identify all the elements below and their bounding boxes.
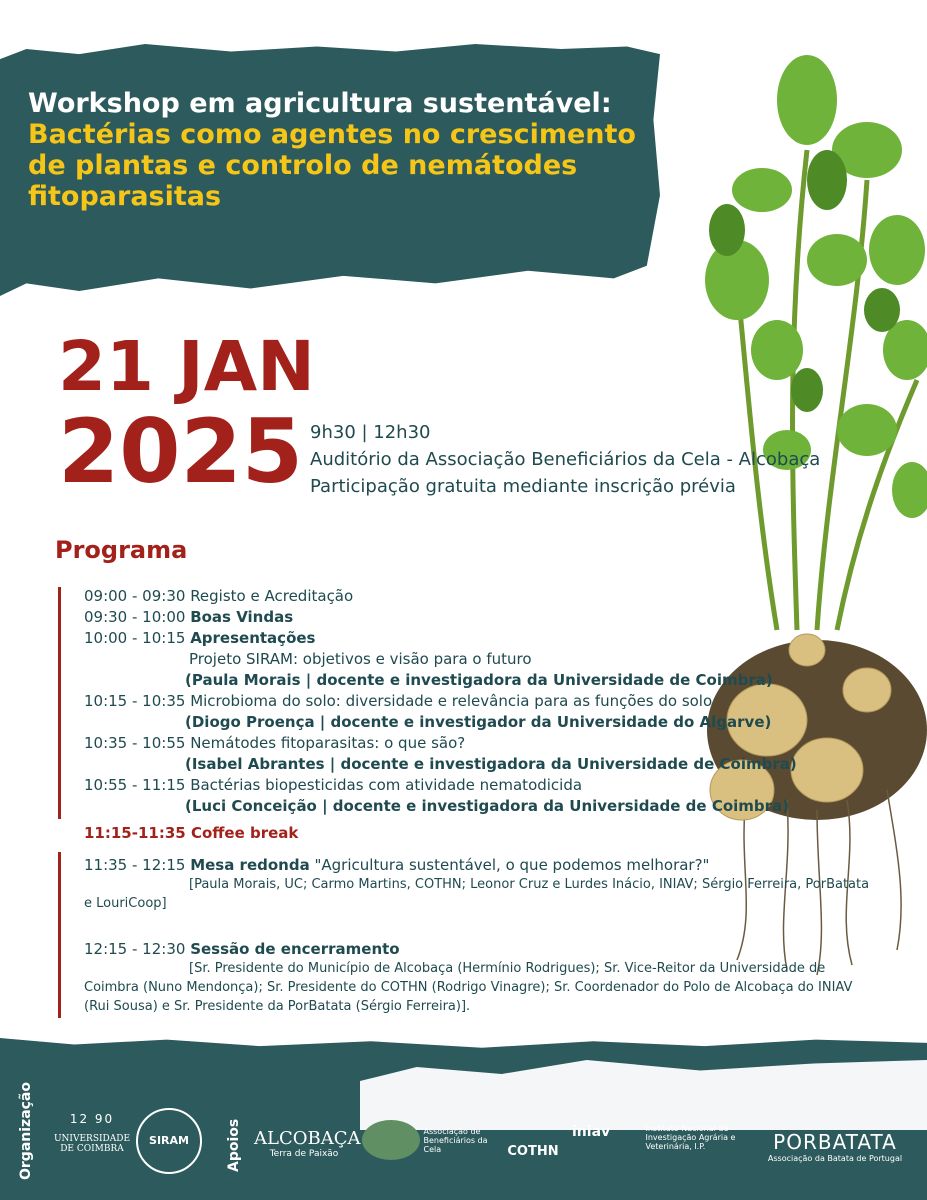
program-heading: Programa <box>55 536 188 564</box>
program-item-speaker: (Isabel Abrantes | docente e investigadora da Universidade de Coimbra) <box>185 755 797 773</box>
organizacao-label: Organização <box>18 1082 34 1180</box>
porbatata-logo: PORBATATA Associação da Batata de Portugal <box>767 1130 903 1163</box>
iniav-logo: iniav Instituto Nacional de Investigação Agrária e Veterinária, I.P. <box>572 1124 736 1151</box>
program-item: 10:55 - 11:15 Bactérias biopesticidas com atividade nematodicida <box>84 776 583 794</box>
program-rule <box>58 852 61 1018</box>
alcobaca-logo: ALCOBAÇA Terra de Paixão <box>254 1128 361 1159</box>
program-item-speaker: (Luci Conceição | docente e investigadora da Universidade de Coimbra) <box>185 797 790 815</box>
title-line-1: Workshop em agricultura sustentável: <box>28 88 612 119</box>
siram-logo: SIRAM <box>136 1108 202 1174</box>
event-time: 9h30 | 12h30 <box>310 422 431 443</box>
event-participation: Participação gratuita mediante inscrição prévia <box>310 476 736 497</box>
program-item-detail: Projeto SIRAM: objetivos e visão para o futuro <box>189 650 532 668</box>
closing-participants: [Sr. Presidente do Município de Alcobaça (Hermínio Rodrigues); Sr. Vice-Reitor da Universidade de Coimbra (Nuno Mendonça); Sr. Presidente do COTHN (Rodrigo Vinagre); Sr. Coordenador do Polo de Alcobaça do INIAV (Rui Sousa) e Sr. Presidente da PorBatata (Sérgio Ferreira)]. <box>84 961 853 1014</box>
page-title <box>28 88 668 212</box>
apoios-label: Apoios <box>226 1118 242 1172</box>
program-item: 10:00 - 10:15 Apresentações <box>84 629 316 647</box>
program-mesa: 11:35 - 12:15 Mesa redonda "Agricultura sustentável, o que podemos melhorar?" [Paula Morais, UC; Carmo Martins, COTHN; Leonor Cruz e Lurdes Inácio, INIAV; Sérgio Ferreira, PorBatata e LouriCoop] <box>84 856 879 913</box>
coffee-break: 11:15-11:35 Coffee break <box>84 824 299 842</box>
date-year: 2025 <box>58 400 303 503</box>
event-info <box>310 419 820 500</box>
date-day-month: 21 JAN <box>58 327 315 407</box>
program-rule <box>58 587 61 819</box>
cothn-logo: COTHN <box>507 1144 559 1159</box>
program-item: 09:00 - 09:30 Registo e Acreditação <box>84 587 354 605</box>
uc-logo: 12 90 UNIVERSIDADE DE COIMBRA <box>53 1112 131 1154</box>
program-list <box>84 586 797 844</box>
program-item: 10:35 - 10:55 Nemátodes fitoparasitas: o que são? <box>84 734 466 752</box>
program-item: 09:30 - 10:00 Boas Vindas <box>84 608 294 626</box>
program-item: 10:15 - 10:35 Microbioma do solo: diversidade e relevância para as funções do solo <box>84 692 713 710</box>
mesa-participants: [Paula Morais, UC; Carmo Martins, COTHN; Leonor Cruz e Lurdes Inácio, INIAV; Sérgio Ferreira, PorBatata e LouriCoop] <box>84 877 870 911</box>
program-item-speaker: (Diogo Proença | docente e investigador da Universidade do Algarve) <box>185 713 772 731</box>
event-date <box>58 327 315 503</box>
program-item-speaker: (Paula Morais | docente e investigadora da Universidade de Coimbra) <box>185 671 773 689</box>
event-venue: Auditório da Associação Beneficiários da Cela - Alcobaça <box>310 449 821 470</box>
title-line-2: Bactérias como agentes no crescimento de plantas e controlo de nemátodes fitoparasitas <box>28 119 636 212</box>
cela-logo: Associação de Beneficiários da Cela <box>362 1120 492 1160</box>
program-closing: 12:15 - 12:30 Sessão de encerramento [Sr. Presidente do Município de Alcobaça (Hermínio Rodrigues); Sr. Vice-Reitor da Universidade de Coimbra (Nuno Mendonça); Sr. Presidente do COTHN (Rodrigo Vinagre); Sr. Coordenador do Polo de Alcobaça do INIAV (Rui Sousa) e Sr. Presidente da PorBatata (Sérgio Ferreira)]. <box>84 940 879 1016</box>
